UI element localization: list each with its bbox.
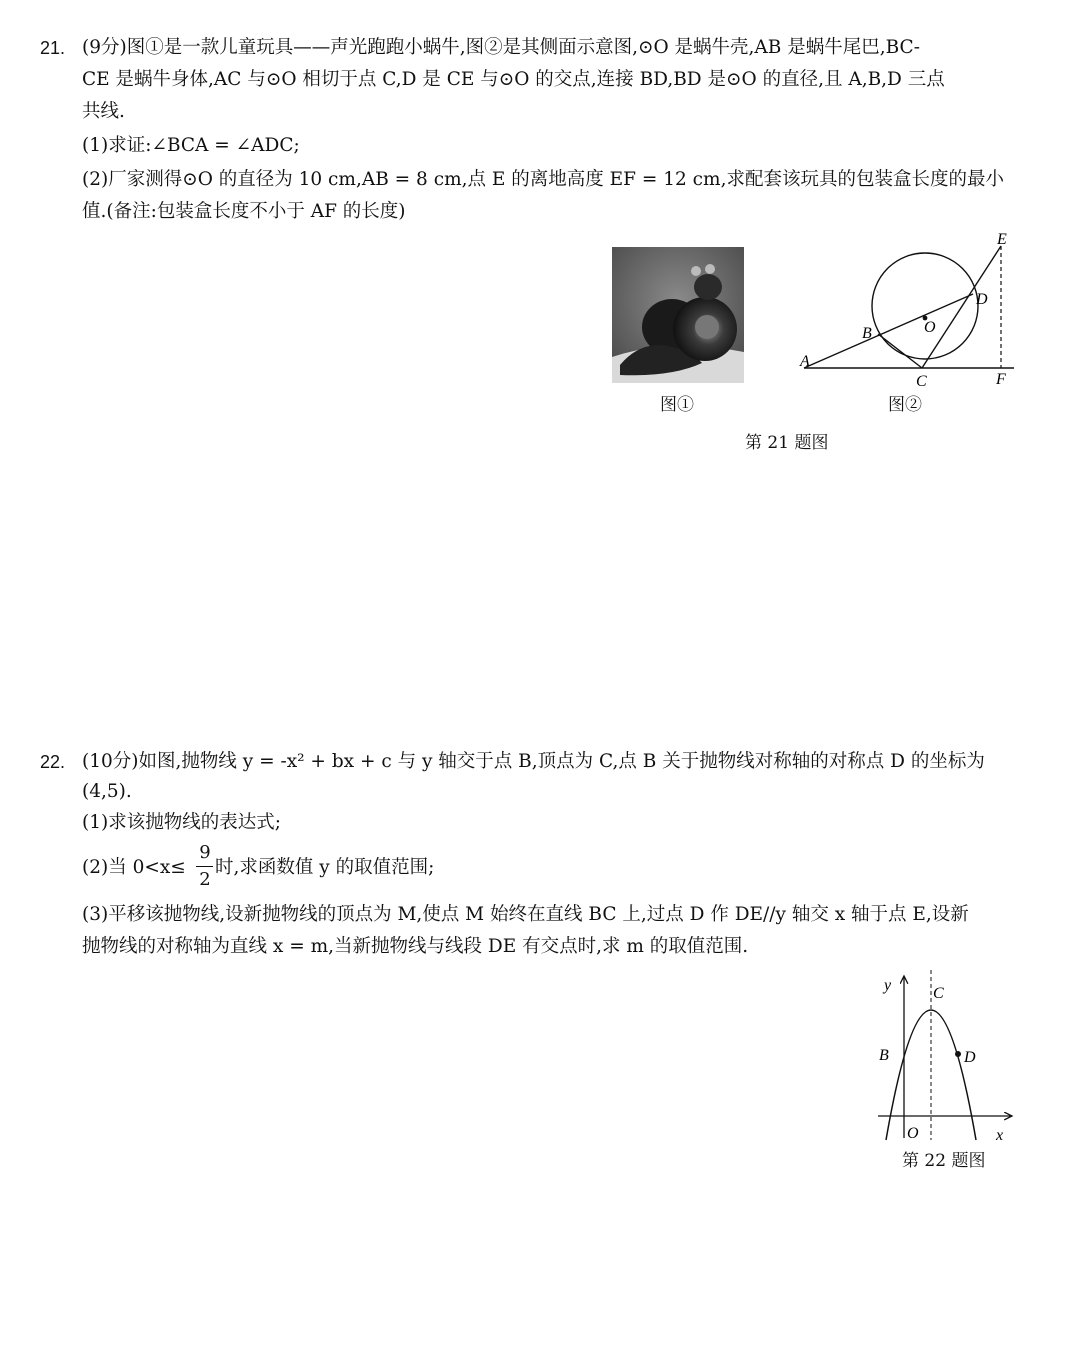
q22-line2: (4,5). (82, 781, 132, 802)
snail-toy-photo (612, 247, 744, 383)
fig1-caption: 图① (660, 395, 694, 415)
label-origin: O (907, 1125, 919, 1142)
label-x: x (996, 1127, 1004, 1144)
label-y: y (884, 977, 892, 994)
point-d (955, 1051, 961, 1057)
fraction-denominator: 2 (199, 869, 211, 890)
label-b: B (862, 325, 872, 342)
fig21-caption: 第 21 题图 (745, 433, 829, 453)
label-b: B (879, 1047, 889, 1064)
q21-line3: 共线. (82, 101, 125, 122)
fig2-caption: 图② (888, 395, 922, 415)
q22-part3-line2: 抛物线的对称轴为直线 x = m,当新抛物线与线段 DE 有交点时,求 m 的取值范围. (82, 936, 749, 957)
label-e: E (997, 231, 1007, 248)
q21-number: 21. (40, 38, 66, 58)
label-c: C (916, 373, 927, 390)
q22-number: 22. (40, 752, 66, 772)
q21-line1: (9分)图①是一款儿童玩具——声光跑跑小蜗牛,图②是其侧面示意图,⊙O 是蜗牛壳,AB 是蜗牛尾巴,BC- (82, 37, 920, 58)
line-ce (922, 246, 1001, 368)
label-a: A (800, 353, 810, 370)
line-abd (804, 294, 973, 368)
label-f: F (996, 371, 1006, 388)
label-c: C (933, 985, 944, 1002)
q22-line1: (10分)如图,抛物线 y = -x² + bx + c 与 y 轴交于点 B,顶点为 C,点 B 关于抛物线对称轴的对称点 D 的坐标为 (82, 751, 985, 772)
fig2-geometry-diagram (796, 226, 1022, 390)
q21-line2: CE 是蜗牛身体,AC 与⊙O 相切于点 C,D 是 CE 与⊙O 的交点,连接 BD,BD 是⊙O 的直径,且 A,B,D 三点 (82, 69, 945, 90)
fraction-numerator: 9 (199, 842, 211, 863)
line-bc (878, 334, 922, 368)
label-d: D (976, 291, 988, 308)
label-d: D (964, 1049, 976, 1066)
q21-part2-line2: 值.(备注:包装盒长度不小于 AF 的长度) (82, 201, 406, 222)
fraction-bar (196, 866, 213, 867)
q21-part2-line1: (2)厂家测得⊙O 的直径为 10 cm,AB = 8 cm,点 E 的离地高度 EF = 12 cm,求配套该玩具的包装盒长度的最小 (82, 169, 1004, 190)
q22-part3-line1: (3)平移该抛物线,设新抛物线的顶点为 M,使点 M 始终在直线 BC 上,过点 D 作 DE//y 轴交 x 轴于点 E,设新 (82, 904, 969, 925)
label-o: O (924, 319, 936, 336)
fig22-caption: 第 22 题图 (902, 1151, 986, 1171)
q22-part1: (1)求该抛物线的表达式; (82, 812, 281, 833)
fig22-parabola-graph (876, 970, 1018, 1148)
q21-part1: (1)求证:∠BCA = ∠ADC; (82, 135, 300, 156)
q22-part2-prefix: (2)当 0<x≤ (82, 857, 186, 878)
q22-part2-suffix: 时,求函数值 y 的取值范围; (215, 857, 435, 878)
